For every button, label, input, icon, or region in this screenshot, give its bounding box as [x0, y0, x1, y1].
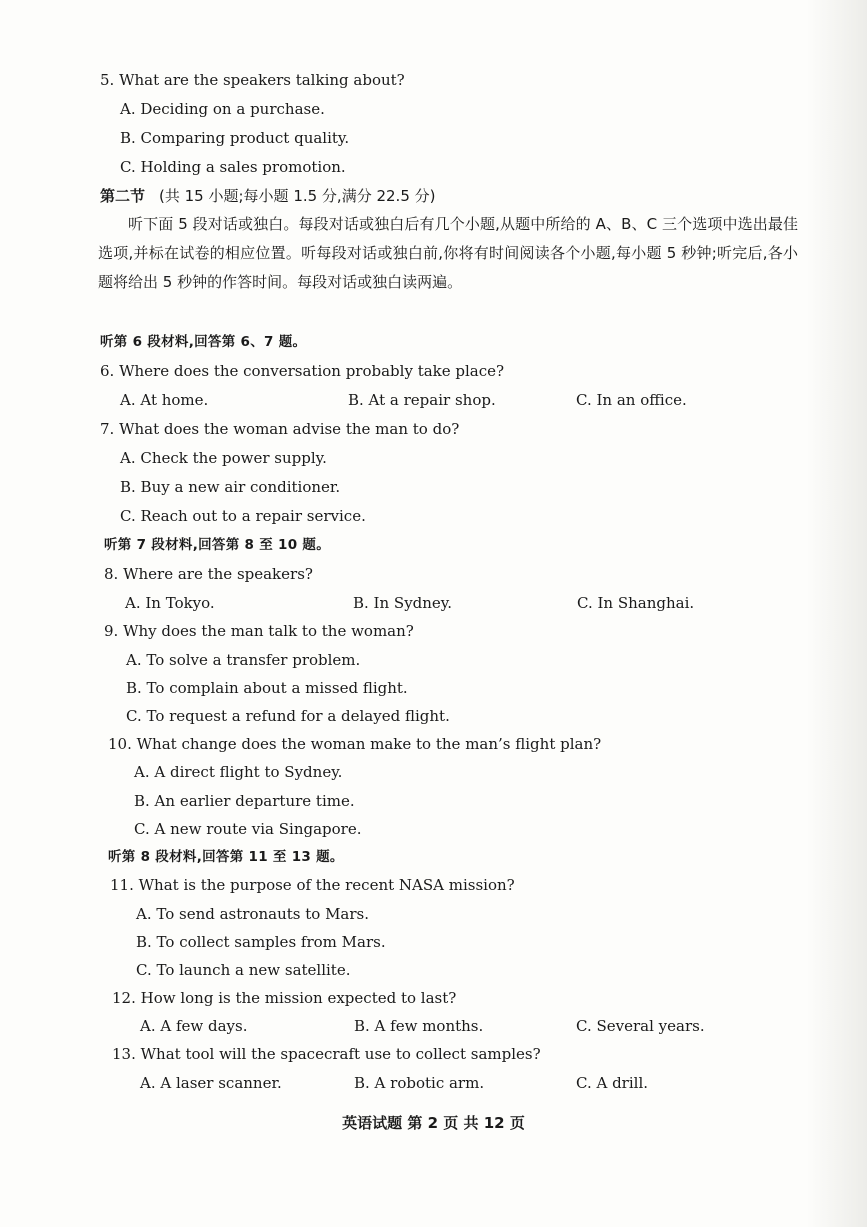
- question-12-option-b: B. A few months.: [354, 1017, 484, 1035]
- question-7-option-b: B. Buy a new air conditioner.: [120, 478, 341, 496]
- material-6-instruction: 听第 6 段材料,回答第 6、7 题。: [100, 334, 307, 350]
- question-8-option-c: C. In Shanghai.: [577, 594, 695, 612]
- question-8-option-a: A. In Tokyo.: [125, 594, 215, 612]
- question-5-stem: 5. What are the speakers talking about?: [100, 71, 405, 89]
- question-10-option-b: B. An earlier departure time.: [134, 792, 355, 810]
- question-8-stem: 8. Where are the speakers?: [104, 565, 313, 583]
- question-11-stem: 11. What is the purpose of the recent NASA mission?: [110, 876, 515, 894]
- section-2-instructions: 听下面 5 段对话或独白。每段对话或独白后有几个小题,从题中所给的 A、B、C 三个选项中选出最佳选项,并标在试卷的相应位置。听每段对话或独白前,你将有时间阅读各个小题,每小题 5 秒钟;听完后,各小题将给出 5 秒钟的作答时间。每段对话或独白读两遍。: [98, 215, 798, 291]
- question-5-option-c: C. Holding a sales promotion.: [120, 158, 346, 176]
- question-6-stem: 6. Where does the conversation probably take place?: [100, 362, 505, 380]
- question-12-stem: 12. How long is the mission expected to last?: [112, 989, 457, 1007]
- question-11-option-a: A. To send astronauts to Mars.: [136, 905, 370, 923]
- question-6-option-c: C. In an office.: [576, 391, 687, 409]
- section-2-note: (共 15 小题;每小题 1.5 分,满分 22.5 分): [159, 187, 436, 205]
- scan-edge-shadow: [807, 0, 867, 1227]
- section-2-heading: [100, 186, 436, 206]
- question-5-option-b: B. Comparing product quality.: [120, 129, 350, 147]
- material-7-instruction: 听第 7 段材料,回答第 8 至 10 题。: [104, 537, 331, 553]
- question-11-option-c: C. To launch a new satellite.: [136, 961, 351, 979]
- question-12-option-c: C. Several years.: [576, 1017, 705, 1035]
- question-6-option-b: B. At a repair shop.: [348, 391, 496, 409]
- section-2-title: 第二节: [100, 187, 146, 205]
- question-10-option-c: C. A new route via Singapore.: [134, 820, 362, 838]
- question-10-stem: 10. What change does the woman make to the man’s flight plan?: [108, 735, 602, 753]
- question-13-option-a: A. A laser scanner.: [140, 1074, 282, 1092]
- material-8-instruction: 听第 8 段材料,回答第 11 至 13 题。: [108, 849, 344, 865]
- question-13-stem: 13. What tool will the spacecraft use to collect samples?: [112, 1045, 541, 1063]
- question-12-option-a: A. A few days.: [140, 1017, 248, 1035]
- question-7-option-a: A. Check the power supply.: [120, 449, 327, 467]
- question-7-stem: 7. What does the woman advise the man to do?: [100, 420, 460, 438]
- question-8-option-b: B. In Sydney.: [353, 594, 453, 612]
- question-7-option-c: C. Reach out to a repair service.: [120, 507, 366, 525]
- question-6-option-a: A. At home.: [120, 391, 209, 409]
- question-9-option-c: C. To request a refund for a delayed flight.: [126, 707, 450, 725]
- question-13-option-b: B. A robotic arm.: [354, 1074, 485, 1092]
- question-9-option-b: B. To complain about a missed flight.: [126, 679, 408, 697]
- question-13-option-c: C. A drill.: [576, 1074, 649, 1092]
- page-footer: 英语试题 第 2 页 共 12 页: [342, 1114, 525, 1132]
- question-10-option-a: A. A direct flight to Sydney.: [134, 763, 343, 781]
- question-11-option-b: B. To collect samples from Mars.: [136, 933, 386, 951]
- question-5-option-a: A. Deciding on a purchase.: [120, 100, 325, 118]
- question-9-stem: 9. Why does the man talk to the woman?: [104, 622, 414, 640]
- question-9-option-a: A. To solve a transfer problem.: [126, 651, 361, 669]
